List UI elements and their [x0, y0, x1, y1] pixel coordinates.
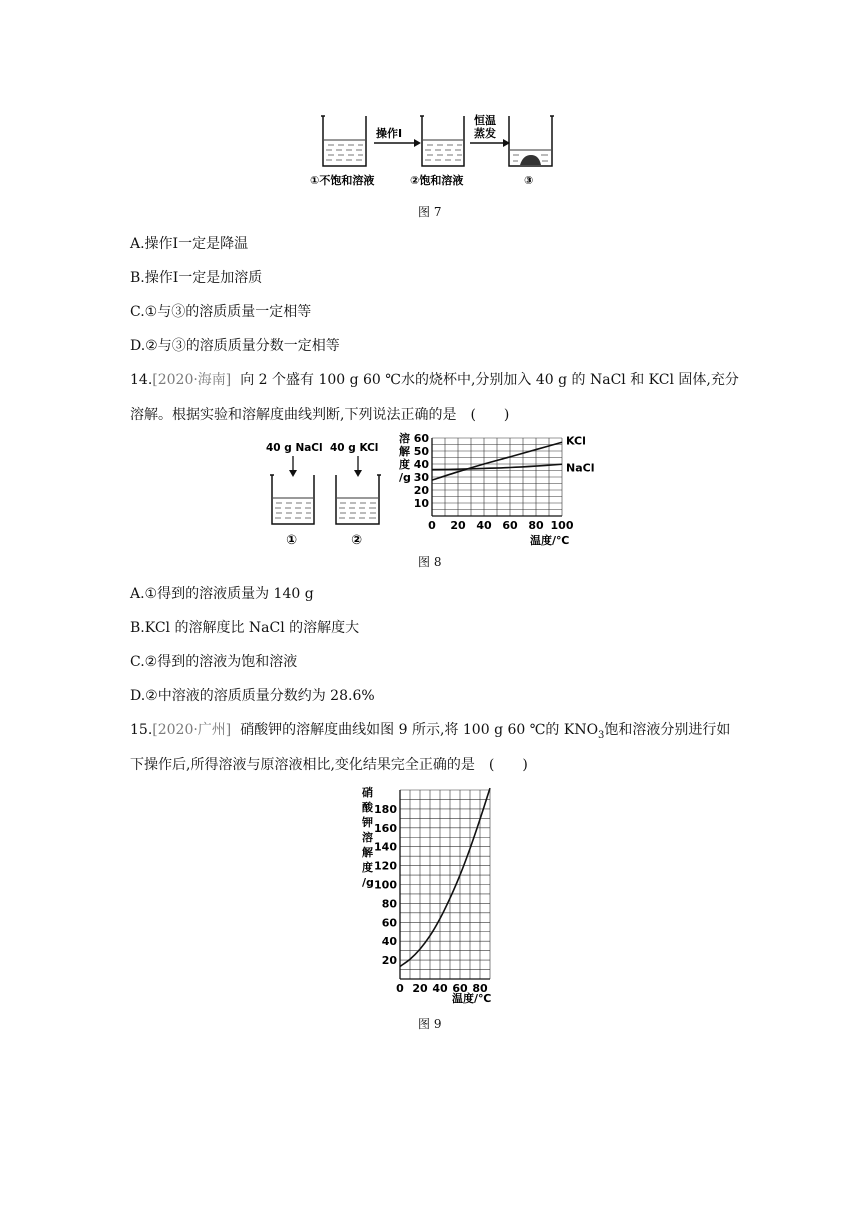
y-tick-label: 100 — [374, 878, 397, 892]
fig8-y-tick-labels — [414, 432, 430, 510]
q14-option-c: C.②得到的溶液为饱和溶液 — [130, 654, 298, 670]
q15-stem-line-1 — [130, 720, 730, 746]
beaker-kcl — [336, 475, 379, 524]
y-tick-label: 20 — [381, 954, 397, 968]
y-axis-label-char: /g — [399, 471, 411, 484]
q13-option-b: B.操作Ⅰ一定是加溶质 — [130, 270, 263, 286]
beaker-nacl — [272, 475, 314, 524]
q13-option-a: A.操作Ⅰ一定是降温 — [130, 236, 249, 252]
y-axis-label-char: 度 — [399, 458, 410, 471]
q14-option-b: B.KCl 的溶解度比 NaCl 的溶解度大 — [130, 620, 360, 636]
x-tick-label: 60 — [502, 519, 518, 532]
q13-option-c: C.①与③的溶质质量一定相等 — [130, 304, 312, 320]
fig9-x-axis-label: 温度/℃ — [452, 992, 492, 1005]
q15-stem-text-1a: 硝酸钾的溶解度曲线如图 9 所示,将 100 g 60 ℃的 KNO — [240, 722, 599, 738]
figure-8-chart — [395, 428, 600, 548]
q15-number: 15. — [130, 722, 153, 738]
y-tick-label: 160 — [374, 821, 397, 835]
y-axis-label-char: 钾 — [362, 816, 373, 829]
fig9-caption: 图 9 — [418, 1017, 442, 1031]
beaker-2-number: ② — [351, 533, 363, 548]
arrow-2-label-1: 恒温 — [474, 114, 496, 127]
figure-8-beakers — [258, 434, 388, 550]
fig8-y-axis-label — [399, 431, 411, 484]
y-axis-label-char: 溶 — [399, 432, 410, 445]
beaker-1-addition: 40 g NaCl — [266, 442, 323, 454]
y-axis-label-char: 解 — [362, 846, 373, 859]
x-tick-label: 20 — [450, 519, 466, 532]
fig9-y-axis-label — [361, 785, 374, 889]
x-tick-label: 60 — [452, 982, 468, 995]
beaker-1-label: ①不饱和溶液 — [310, 174, 375, 187]
y-tick-label: 60 — [413, 432, 429, 445]
y-tick-label: 40 — [413, 458, 429, 471]
x-tick-label: 40 — [476, 519, 492, 532]
arrow-1-label: 操作Ⅰ — [376, 127, 403, 140]
q14-number: 14. — [130, 372, 153, 388]
fig8-x-axis-label: 温度/℃ — [530, 534, 570, 547]
q15-source: [2020·广州] — [152, 722, 232, 738]
beaker-3 — [509, 116, 554, 166]
fig8-grid — [432, 438, 562, 516]
x-tick-label: 40 — [432, 982, 448, 995]
y-tick-label: 60 — [381, 916, 397, 930]
series-label-nacl: NaCl — [566, 461, 595, 475]
fig9-grid — [400, 790, 490, 979]
fig9-y-tick-labels — [374, 803, 397, 967]
series-label-kcl: KCl — [566, 434, 586, 448]
beaker-2 — [420, 116, 464, 166]
y-tick-label: 180 — [374, 802, 397, 816]
y-axis-label-char: 硝 — [362, 786, 373, 799]
y-tick-label: 80 — [381, 897, 397, 911]
beaker-1-number: ① — [286, 533, 298, 548]
fig9-series — [400, 788, 490, 966]
beaker-1 — [321, 116, 366, 166]
y-axis-label-char: /g — [362, 876, 374, 889]
fig7-caption: 图 7 — [418, 205, 442, 219]
q13-option-d: D.②与③的溶质质量分数一定相等 — [130, 338, 340, 354]
y-axis-label-char: 溶 — [362, 831, 373, 844]
x-tick-label: 0 — [396, 982, 404, 995]
q15-stem-line-2: 下操作后,所得溶液与原溶液相比,变化结果完全正确的是 ( ) — [130, 757, 528, 773]
q14-option-a: A.①得到的溶液质量为 140 g — [130, 586, 314, 602]
q14-stem-text-1: 向 2 个盛有 100 g 60 ℃水的烧杯中,分别加入 40 g 的 NaCl 和 KCl 固体,充分 — [240, 372, 739, 388]
beaker-2-label: ②饱和溶液 — [410, 174, 464, 187]
figure-7 — [310, 110, 560, 190]
x-tick-label: 80 — [472, 982, 488, 995]
series-line — [400, 788, 490, 966]
x-tick-label: 80 — [528, 519, 544, 532]
q14-option-d: D.②中溶液的溶质质量分数约为 28.6% — [130, 688, 375, 704]
y-tick-label: 50 — [413, 445, 429, 458]
q15-stem-text-1b: 饱和溶液分别进行如 — [604, 722, 731, 738]
q14-stem-line-1 — [130, 370, 739, 390]
x-tick-label: 100 — [550, 519, 574, 532]
y-tick-label: 10 — [413, 497, 429, 510]
y-tick-label: 40 — [381, 935, 397, 949]
fig8-x-tick-labels — [428, 519, 574, 532]
q15-subscript: 3 — [598, 729, 605, 741]
fig8-caption: 图 8 — [418, 555, 442, 569]
crystal-precipitate — [520, 155, 541, 165]
y-tick-label: 140 — [374, 840, 397, 854]
q14-source: [2020·海南] — [152, 372, 232, 388]
x-tick-label: 20 — [412, 982, 428, 995]
beaker-3-label: ③ — [524, 174, 534, 187]
y-tick-label: 30 — [413, 471, 429, 484]
q14-stem-line-2: 溶解。根据实验和溶解度曲线判断,下列说法正确的是 ( ) — [130, 407, 510, 423]
y-axis-label-char: 解 — [399, 445, 410, 458]
y-axis-label-char: 酸 — [362, 801, 373, 814]
x-tick-label: 0 — [428, 519, 436, 532]
y-tick-label: 20 — [413, 484, 429, 497]
y-axis-label-char: 度 — [362, 861, 373, 874]
beaker-2-addition: 40 g KCl — [330, 442, 379, 454]
arrow-2-label-2: 蒸发 — [474, 127, 496, 140]
figure-9-chart — [360, 784, 505, 1006]
y-tick-label: 120 — [374, 859, 397, 873]
